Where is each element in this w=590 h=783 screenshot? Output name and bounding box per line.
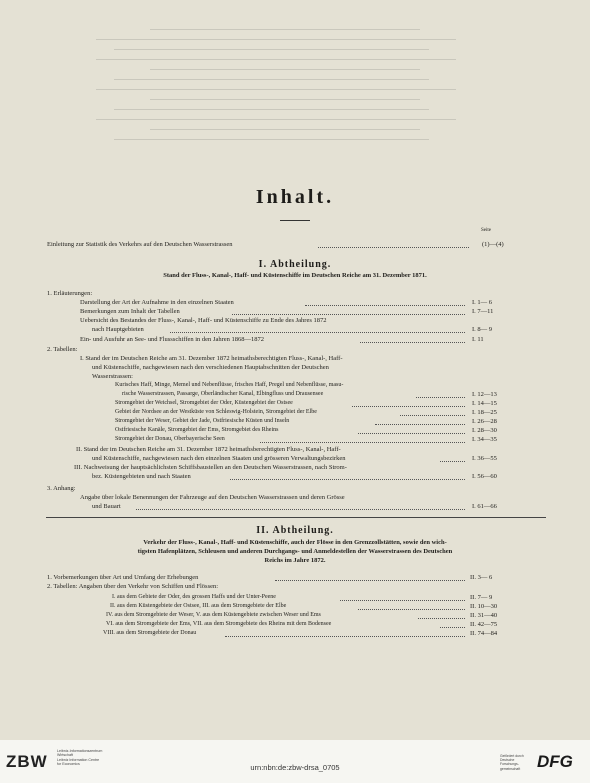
toc-entry: II. Stand der im Deutschen Reiche am 31. Dezember 1872 heimathsberechtigten Fluss-, Kanal-, Haff- <box>76 446 341 453</box>
leader-dots <box>360 342 465 343</box>
page-ref: I. 11 <box>472 336 484 343</box>
leader-dots <box>400 415 465 416</box>
toc-entry: Uebersicht des Bestandes der Fluss-, Kanal-, Haff- und Küstenschiffe zu Ende des Jahres 1872 <box>80 317 327 324</box>
leader-dots <box>352 406 465 407</box>
toc-entry: Ein- und Ausfuhr an See- und Flussschiffen in den Jahren 1868—1872 <box>80 336 265 343</box>
bleed-through-text <box>60 20 510 150</box>
toc-entry: VI. aus dem Stromgebiete der Ems, VII. aus dem Stromgebiete des Rheins mit dem Bodensee <box>106 621 332 627</box>
section-heading: II. Abtheilung. <box>256 525 334 536</box>
toc-entry: Darstellung der Art der Aufnahme in den einzelnen Staaten <box>80 299 234 306</box>
page-ref: I. 61—66 <box>472 503 497 510</box>
seite-label: Seite <box>481 228 491 233</box>
leader-dots <box>358 609 465 610</box>
page-ref: I. 7—11 <box>472 308 494 315</box>
toc-entry: bez. Küstengebieten und nach Staaten <box>92 473 191 480</box>
leader-dots <box>318 247 469 248</box>
section-subheading: Reichs im Jahre 1872. <box>264 557 326 564</box>
leader-dots <box>358 433 465 434</box>
page-ref: I. 18—25 <box>472 409 497 416</box>
toc-entry: Gebiet der Nordsee an der Westküste von Schleswig-Holstein, Stromgebiet der Elbe <box>115 409 317 415</box>
toc-entry: III. Nachweisung der hauptsächlichsten Schiffsbaustellen an den Deutschen Wasserstrassen, nach Strom- <box>74 464 347 471</box>
page-ref: II. 10—30 <box>470 603 498 610</box>
toc-entry: Kurisches Haff, Minge, Memel und Nebenflüsse, frisches Haff, Pregel und Nebenflüsse, masu- <box>115 382 344 388</box>
section-heading: I. Abtheilung. <box>258 259 332 270</box>
leader-dots <box>232 314 465 315</box>
leader-dots <box>136 509 465 510</box>
leader-dots <box>416 397 465 398</box>
toc-entry: 1. Vorbemerkungen über Art und Umfang der Erhebungen <box>47 574 199 581</box>
title-rule <box>280 220 310 221</box>
leader-dots <box>305 305 465 306</box>
toc-entry: VIII. aus dem Stromgebiete der Donau <box>103 630 197 636</box>
toc-group: 2. Tabellen: Angaben über den Verkehr von Schiffen und Flössen: <box>47 583 219 590</box>
leader-dots <box>170 332 465 333</box>
leader-dots <box>230 479 465 480</box>
toc-entry: Ostfriesische Kanäle, Stromgebiet der Ems, Stromgebiet des Rheins <box>115 427 279 433</box>
page-ref: I. 26—28 <box>472 418 497 425</box>
toc-entry: Stromgebiet der Weser, Gebiet der Jade, Ostfriesische Küsten und Inseln <box>115 418 290 424</box>
dfg-caption: Gefördert durch Deutsche Forschungs- gemeinschaft <box>500 754 524 771</box>
page-ref: I. 14—15 <box>472 400 497 407</box>
page-ref: I. 28—30 <box>472 427 497 434</box>
toc-entry: Stromgebiet der Donau, Oberbayerische Seen <box>115 436 225 442</box>
toc-entry: Bemerkungen zum Inhalt der Tabellen <box>80 308 180 315</box>
toc-entry: Einleitung zur Statistik des Verkehrs auf den Deutschen Wasserstrassen <box>47 241 233 248</box>
page-title: Inhalt. <box>255 186 335 208</box>
page-ref: I. 8— 9 <box>472 326 493 333</box>
leader-dots <box>260 442 465 443</box>
page-ref: I. 1— 6 <box>472 299 493 306</box>
toc-entry: Stromgebiet der Weichsel, Stromgebiet der Oder, Küstengebiet der Ostsee <box>115 400 293 406</box>
leader-dots <box>340 600 465 601</box>
toc-group: 1. Erläuterungen: <box>47 290 93 297</box>
toc-entry: und Bauart <box>92 503 121 510</box>
dfg-logo: DFG <box>537 752 573 771</box>
toc-entry: und Küstenschiffe, nachgewiesen nach den verschiedenen Hauptabschnitten der Deutschen <box>92 364 329 371</box>
toc-entry: II. aus dem Küstengebiete der Ostsee, III. aus dem Stromgebiete der Elbe <box>110 603 287 609</box>
leader-dots <box>375 424 465 425</box>
page-ref: I. 56—60 <box>472 473 497 480</box>
zbw-logo: ZBW <box>6 752 48 771</box>
section-subheading: Stand der Fluss-, Kanal-, Haff- und Küstenschiffe im Deutschen Reiche am 31. Dezember 1871. <box>163 272 427 279</box>
toc-group: 3. Anhang: <box>47 485 76 492</box>
urn-identifier: urn:nbn:de:zbw-drsa_0705 <box>250 763 340 772</box>
section-subheading: Verkehr der Fluss-, Kanal-, Haff- und Küstenschiffe, auch der Flösse in den Grenzzollstätten, sowie den wich- <box>143 539 447 546</box>
leader-dots <box>275 580 465 581</box>
toc-entry: Wasserstrassen: <box>92 373 133 380</box>
toc-entry: Angabe über lokale Benennungen der Fahrzeuge auf den Deutschen Wasserstrassen und deren Grösse <box>80 494 345 501</box>
page-ref: II. 3— 6 <box>470 574 493 581</box>
toc-entry: I. Stand der im Deutschen Reiche am 31. Dezember 1872 heimathsberechtigten Fluss-, Kanal-, Haff- <box>80 355 343 362</box>
section-divider <box>46 517 546 518</box>
page-ref: I. 34—35 <box>472 436 497 443</box>
leader-dots <box>418 618 465 619</box>
page-ref: I. 36—55 <box>472 455 497 462</box>
leader-dots <box>440 627 465 628</box>
leader-dots <box>440 461 465 462</box>
section-subheading: tigsten Hafenplätzen, Schleusen und anderen Durchgangs- und Anmeldestellen der Wasserstrassen des Deutschen <box>137 548 453 555</box>
toc-entry: rische Wasserstrassen, Passarge, Oberländischer Kanal, Elbingfluss und Drausensee <box>122 391 324 397</box>
page-ref: II. 74—84 <box>470 630 498 637</box>
toc-entry: und Küstenschiffe, nachgewiesen nach den einzelnen Staaten und grösseren Verwaltungsbezirken <box>92 455 346 462</box>
toc-entry: nach Hauptgebieten <box>92 326 144 333</box>
leader-dots <box>225 636 465 637</box>
page-ref: I. 12—13 <box>472 391 497 398</box>
page-ref: (1)—(4) <box>482 241 504 248</box>
toc-entry: IV. aus dem Stromgebiete der Weser, V. aus dem Küstengebiete zwischen Weser und Ems <box>106 612 321 618</box>
page-ref: II. 7— 9 <box>470 594 493 601</box>
page-ref: II. 31—40 <box>470 612 498 619</box>
toc-group: 2. Tabellen: <box>47 346 78 353</box>
page-ref: II. 42—75 <box>470 621 498 628</box>
toc-entry: I. aus dem Gebiete der Oder, des grossen Haffs und der Unter-Peene <box>112 594 276 600</box>
zbw-caption: Leibniz-Informationszentrum Wirtschaft Leibniz Information Centre for Economics <box>57 749 103 767</box>
